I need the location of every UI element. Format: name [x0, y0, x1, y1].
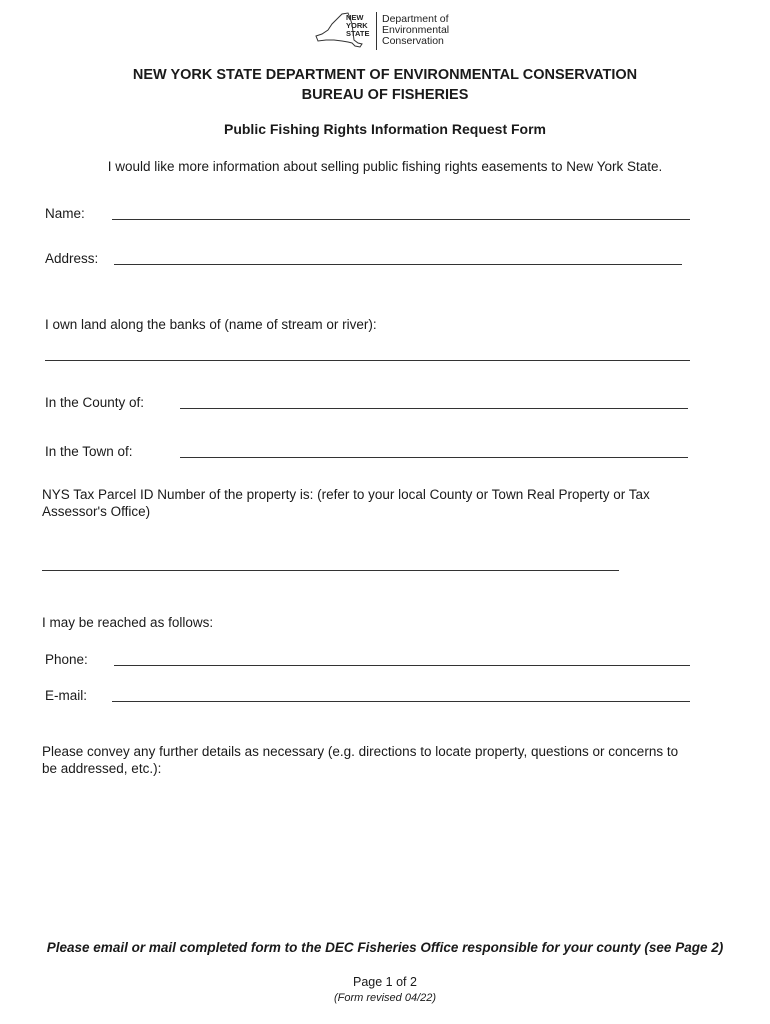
parcel-field[interactable]	[42, 570, 619, 571]
details-area[interactable]	[42, 785, 690, 925]
logo-state-line-2: YORK	[346, 21, 368, 30]
email-label: E-mail:	[45, 688, 88, 703]
form-title: Public Fishing Rights Information Request Form	[223, 121, 546, 137]
page-number: Page 1 of 2	[353, 975, 417, 989]
logo-state-line-1: NEW	[346, 13, 364, 22]
dec-logo	[312, 10, 462, 52]
reach-label: I may be reached as follows:	[42, 615, 214, 630]
logo-dept-line-2: Environmental	[382, 24, 450, 36]
email-field[interactable]	[112, 701, 690, 702]
agency-heading: NEW YORK STATE DEPARTMENT OF ENVIRONMENTAL CONSERVATION	[132, 67, 638, 83]
logo-dept-line-3: Conservation	[382, 35, 444, 47]
name-label: Name:	[45, 206, 85, 221]
logo-dept-line-1: Department of	[382, 13, 449, 25]
address-field[interactable]	[114, 264, 682, 265]
details-label: Please convey any further details as necessary (e.g. directions to locate property, questions or concerns to be addressed, etc.):	[42, 744, 679, 776]
name-field[interactable]	[112, 219, 690, 220]
logo-state-line-3: STATE	[346, 29, 370, 38]
phone-field[interactable]	[114, 665, 690, 666]
logo-dept-text	[382, 14, 449, 47]
town-label: In the Town of:	[45, 444, 133, 459]
stream-label: I own land along the banks of (name of stream or river):	[45, 317, 377, 332]
stream-field[interactable]	[45, 360, 690, 361]
logo-divider	[376, 12, 377, 50]
form-revision: (Form revised 04/22)	[333, 992, 437, 1004]
phone-label: Phone:	[45, 652, 88, 667]
intro-text: I would like more information about selling public fishing rights easements to New York State.	[107, 159, 663, 174]
county-label: In the County of:	[45, 395, 145, 410]
county-field[interactable]	[180, 408, 688, 409]
bureau-heading: BUREAU OF FISHERIES	[301, 87, 469, 103]
town-field[interactable]	[180, 457, 688, 458]
address-label: Address:	[45, 251, 99, 266]
parcel-label: NYS Tax Parcel ID Number of the property is: (refer to your local County or Town Real Property or Tax Assessor's Office)	[42, 487, 650, 519]
submission-instruction: Please email or mail completed form to the DEC Fisheries Office responsible for your county (see Page 2)	[46, 940, 724, 955]
